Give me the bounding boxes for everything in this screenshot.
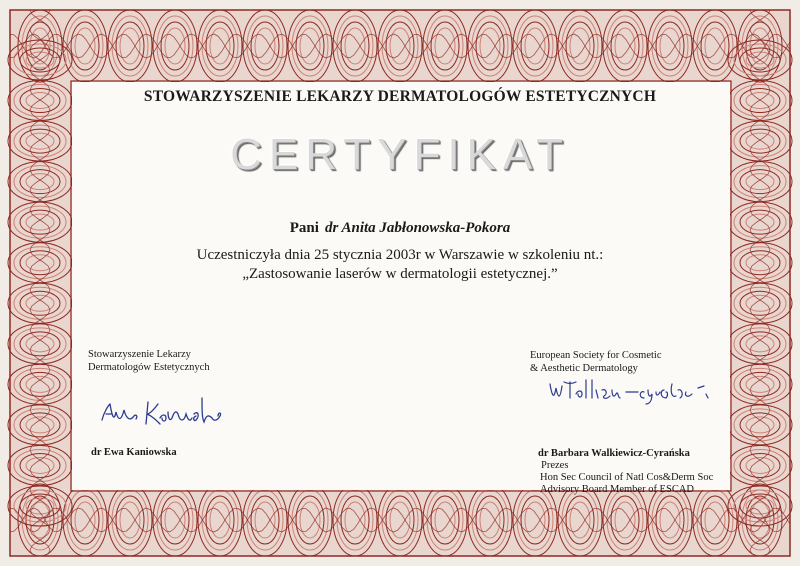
right-organization xyxy=(530,349,662,375)
recipient-name: dr Anita Jabłonowska-Pokora xyxy=(324,220,511,236)
left-signer-name: dr Ewa Kaniowska xyxy=(91,447,177,458)
certificate-title: CERTYFIKAT xyxy=(230,130,570,179)
salutation: Pani xyxy=(289,220,319,236)
recipient-line xyxy=(0,220,800,237)
left-organization xyxy=(88,348,210,374)
right-title-2: Hon Sec Council of Natl Cos&Derm Soc xyxy=(540,472,714,483)
right-title-1: Prezes xyxy=(541,460,569,471)
right-org-line2: & Aesthetic Dermatology xyxy=(530,363,638,374)
right-signer-name: dr Barbara Walkiewicz-Cyrańska xyxy=(538,448,690,459)
left-org-line2: Dermatologów Estetycznych xyxy=(88,362,210,373)
participation-line: Uczestniczyła dnia 25 stycznia 2003r w Warszawie w szkoleniu nt.: xyxy=(196,247,604,263)
left-signature xyxy=(96,392,246,432)
right-signature xyxy=(546,374,716,410)
organization-heading: STOWARZYSZENIE LEKARZY DERMATOLOGÓW ESTETYCZNYCH xyxy=(143,88,657,105)
right-org-line1: European Society for Cosmetic xyxy=(530,350,662,361)
right-signer-titles xyxy=(540,460,713,496)
right-title-3: Advisory Board Member of ESCAD xyxy=(540,484,694,495)
left-org-line1: Stowarzyszenie Lekarzy xyxy=(88,349,191,360)
training-title: „Zastosowanie laserów w dermatologii estetycznej.” xyxy=(242,266,558,282)
